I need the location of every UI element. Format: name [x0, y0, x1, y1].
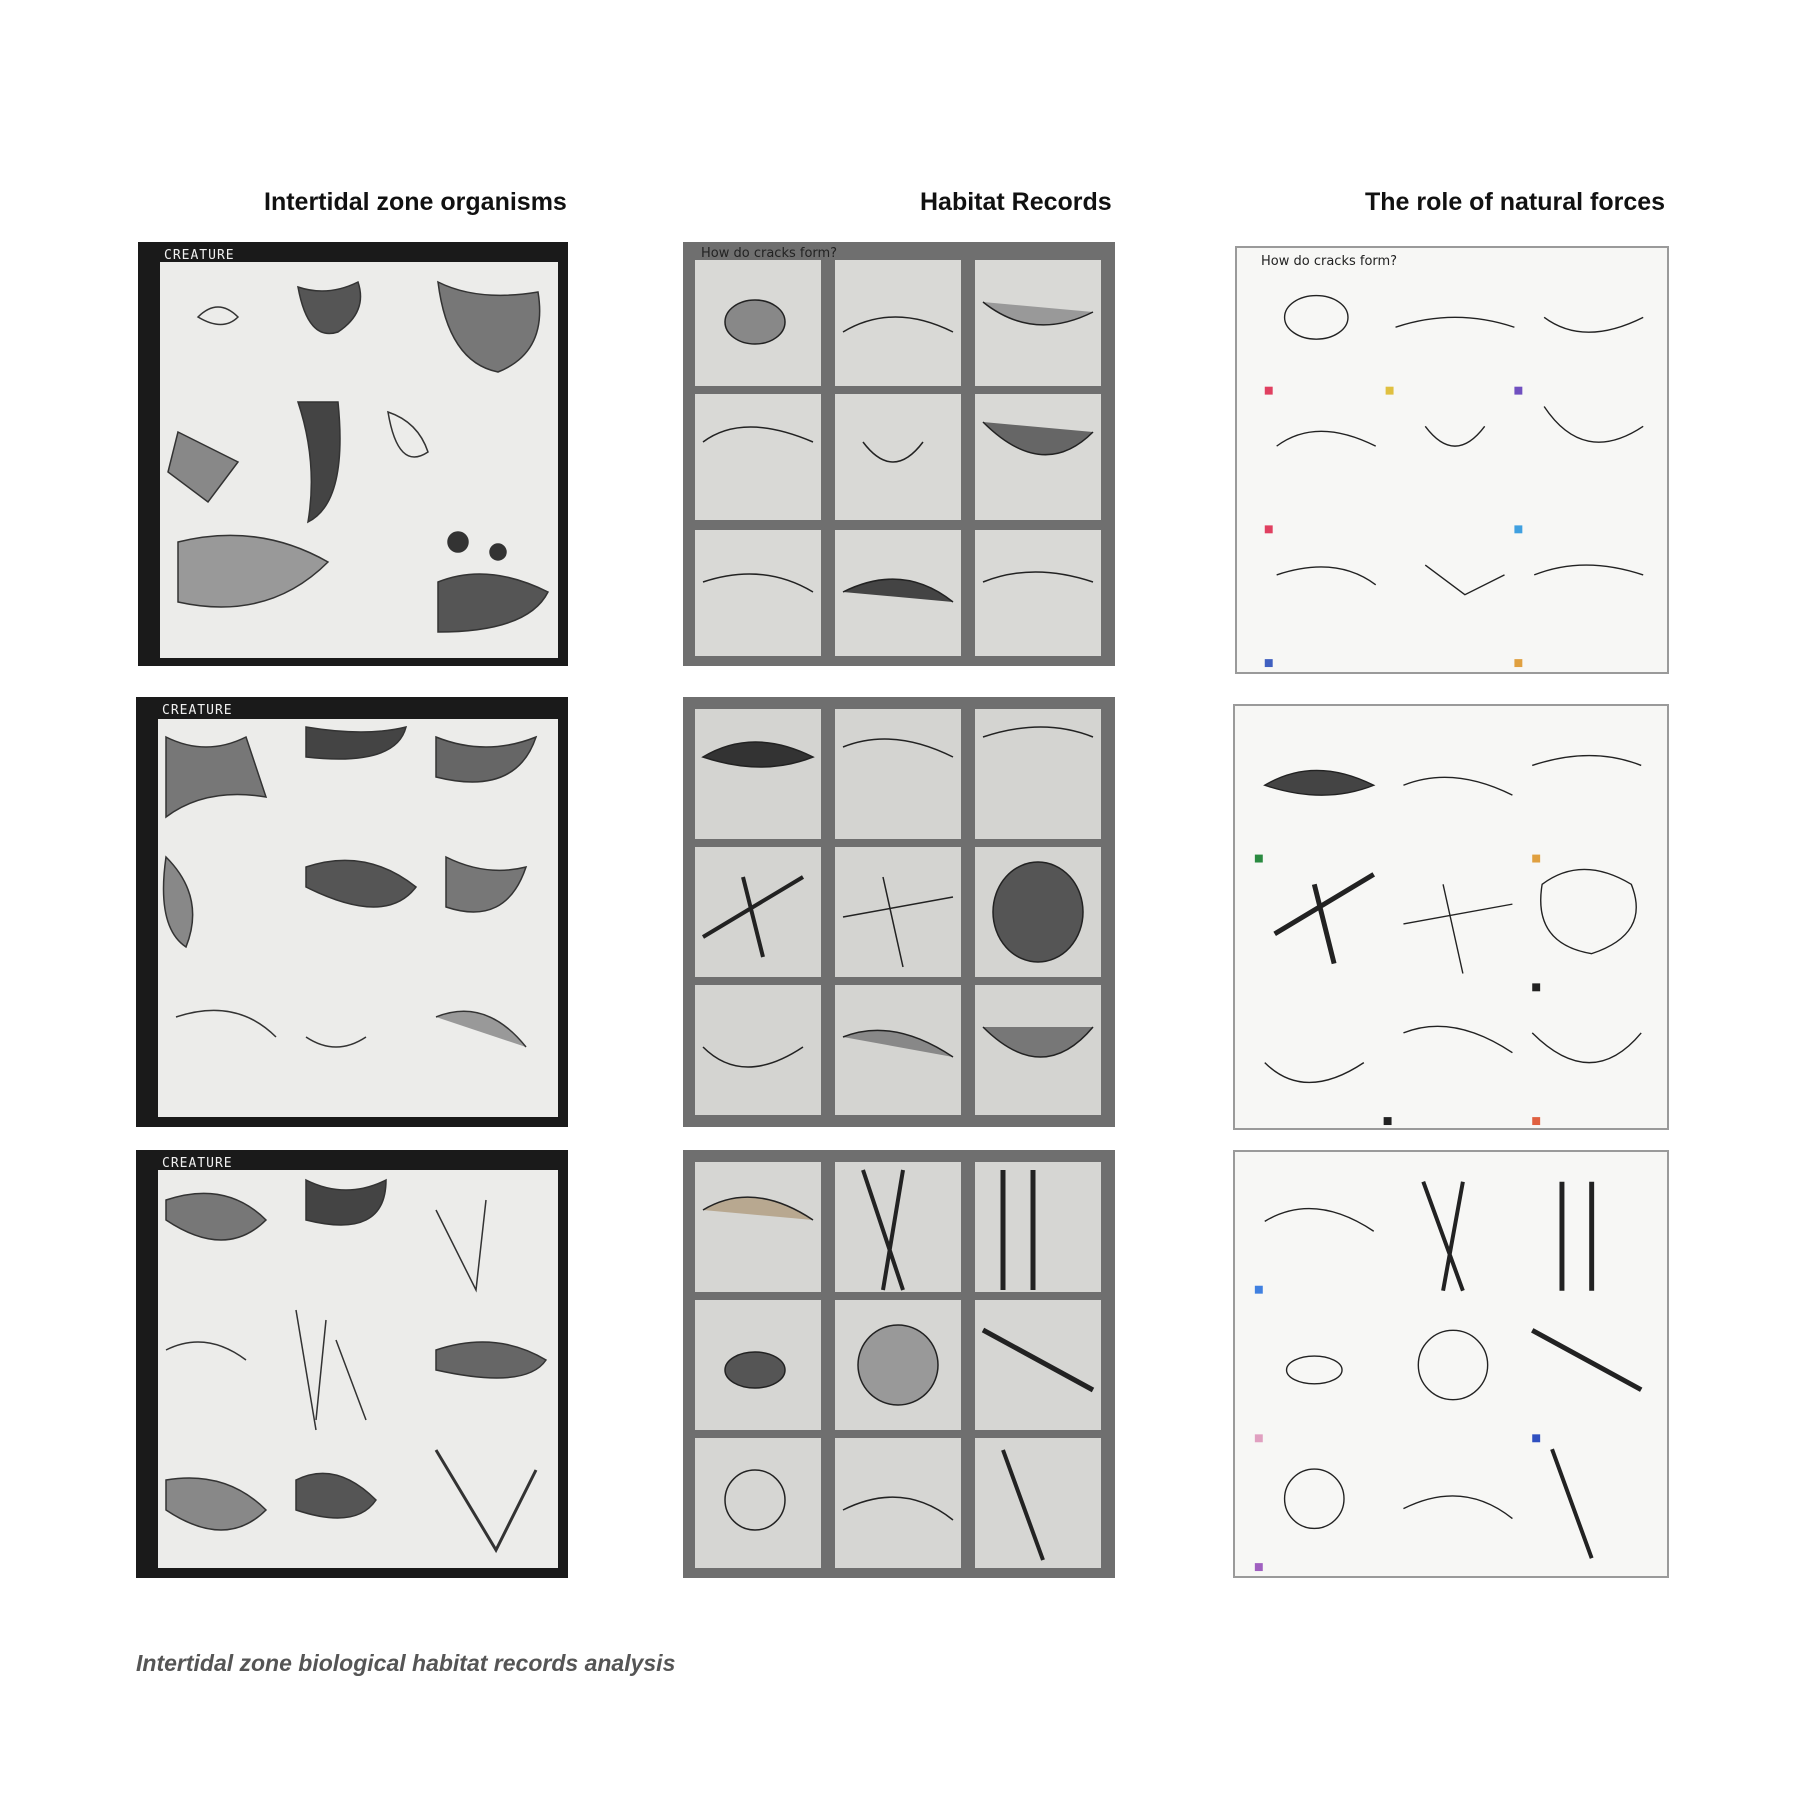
forces-sketch-3 [1235, 1152, 1667, 1576]
forces-sketch-1 [1237, 248, 1667, 672]
forces-sheet-1 [1235, 246, 1669, 674]
creature-sketch-3 [136, 1150, 568, 1578]
creature-sheet-3 [136, 1150, 568, 1578]
column-title-habitat-records: Habitat Records [920, 188, 1112, 216]
forces-sheet-2 [1233, 704, 1669, 1130]
creature-tag: CREATURE [162, 1156, 233, 1171]
habitat-sheet-2 [683, 697, 1115, 1127]
habitat-sheet-3 [683, 1150, 1115, 1578]
creature-tag: CREATURE [162, 703, 233, 718]
creature-sketch-2 [136, 697, 568, 1127]
habitat-sketch-grid-1 [683, 242, 1115, 666]
creature-sheet-2 [136, 697, 568, 1127]
creature-tag: CREATURE [164, 248, 235, 263]
figure-caption: Intertidal zone biological habitat records analysis [136, 1650, 676, 1676]
habitat-sheet-heading: How do cracks form? [701, 246, 838, 261]
forces-sketch-2 [1235, 706, 1667, 1128]
habitat-sketch-grid-2 [683, 697, 1115, 1127]
habitat-sketch-grid-3 [683, 1150, 1115, 1578]
column-title-natural-forces: The role of natural forces [1365, 188, 1666, 216]
forces-sheet-3 [1233, 1150, 1669, 1578]
creature-sheet-1 [138, 242, 568, 666]
habitat-sheet-1 [683, 242, 1115, 666]
creature-sketch-1 [138, 242, 568, 666]
forces-sheet-heading: How do cracks form? [1261, 254, 1398, 269]
column-title-organisms: Intertidal zone organisms [264, 188, 567, 216]
